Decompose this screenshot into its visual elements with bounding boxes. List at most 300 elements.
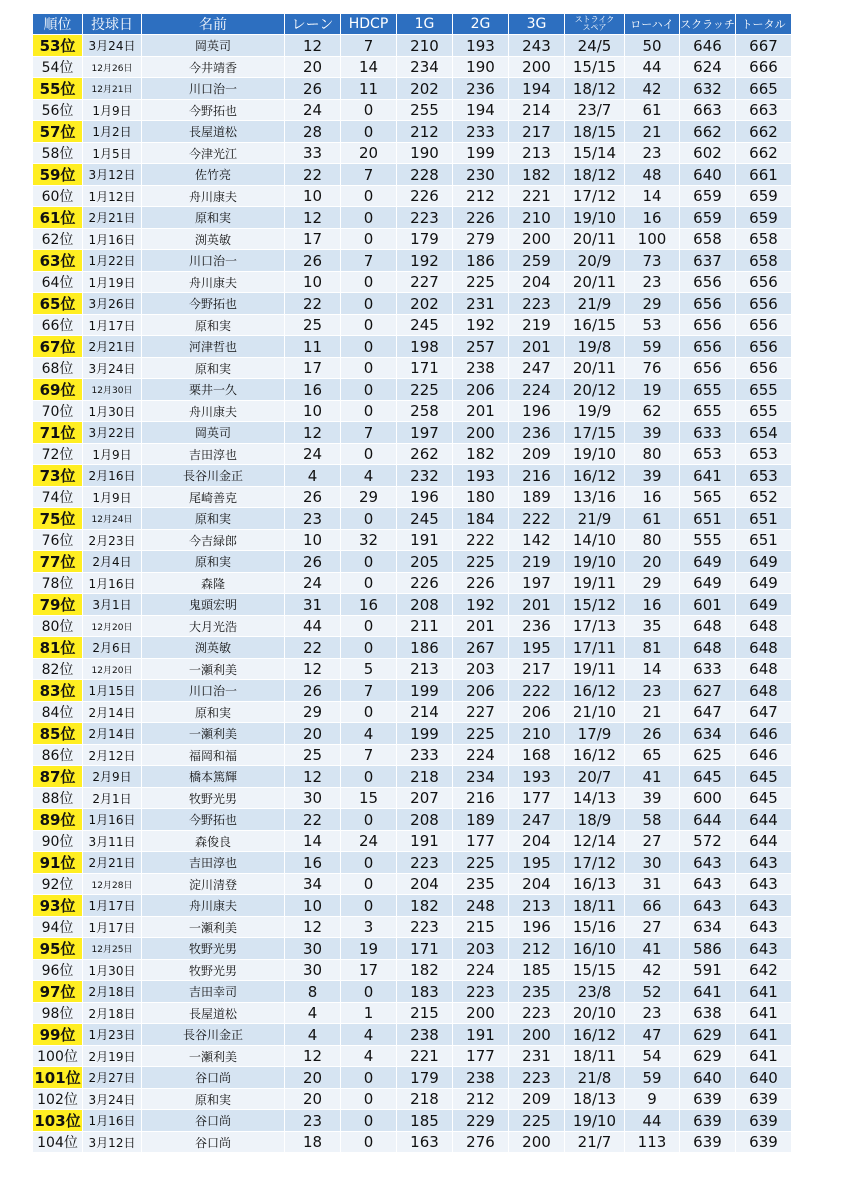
cell-date: 2月9日	[83, 766, 142, 788]
cell-hdcp: 19	[341, 938, 397, 960]
table-row	[33, 293, 792, 315]
cell-date: 12月26日	[83, 57, 142, 78]
cell-date: 12月28日	[83, 874, 142, 895]
cell-name: 川口治一	[142, 680, 285, 702]
header-row	[33, 14, 792, 35]
cell-scratch: 629	[680, 1046, 736, 1067]
cell-game1: 192	[397, 250, 453, 272]
cell-game2: 216	[453, 788, 509, 809]
cell-total: 665	[736, 78, 792, 100]
cell-strike-spare: 21/8	[565, 1067, 625, 1089]
cell-total: 646	[736, 745, 792, 766]
cell-game2: 225	[453, 551, 509, 573]
table-row	[33, 143, 792, 164]
cell-lane: 4	[285, 1003, 341, 1024]
cell-rank: 94位	[33, 917, 83, 938]
cell-total: 644	[736, 809, 792, 831]
cell-game3: 196	[509, 401, 565, 422]
cell-rank: 64位	[33, 272, 83, 293]
cell-game1: 202	[397, 78, 453, 100]
table-row	[33, 487, 792, 508]
cell-hdcp: 0	[341, 229, 397, 250]
table-row	[33, 1089, 792, 1110]
cell-date: 2月27日	[83, 1067, 142, 1089]
cell-game3: 235	[509, 981, 565, 1003]
cell-game2: 184	[453, 508, 509, 530]
cell-hdcp: 0	[341, 315, 397, 336]
cell-name: 原和実	[142, 702, 285, 723]
cell-lane: 26	[285, 680, 341, 702]
header-name: 名前	[142, 14, 285, 35]
table-row	[33, 745, 792, 766]
cell-lane: 16	[285, 852, 341, 874]
cell-game3: 236	[509, 422, 565, 444]
cell-scratch: 647	[680, 702, 736, 723]
cell-strike-spare: 13/16	[565, 487, 625, 508]
cell-hdcp: 7	[341, 745, 397, 766]
table-row	[33, 551, 792, 573]
cell-game3: 196	[509, 917, 565, 938]
cell-name: 長屋道松	[142, 121, 285, 143]
cell-game3: 200	[509, 57, 565, 78]
cell-low-high: 80	[625, 530, 680, 551]
cell-date: 12月25日	[83, 938, 142, 960]
cell-date: 2月1日	[83, 788, 142, 809]
cell-hdcp: 0	[341, 616, 397, 637]
cell-low-high: 41	[625, 938, 680, 960]
cell-game1: 238	[397, 1024, 453, 1046]
table-row	[33, 852, 792, 874]
cell-scratch: 653	[680, 444, 736, 465]
cell-game1: 262	[397, 444, 453, 465]
cell-date: 1月16日	[83, 573, 142, 594]
cell-name: 長谷川金正	[142, 1024, 285, 1046]
cell-game2: 226	[453, 573, 509, 594]
cell-game2: 212	[453, 186, 509, 207]
cell-lane: 26	[285, 487, 341, 508]
cell-low-high: 113	[625, 1132, 680, 1153]
cell-date: 2月18日	[83, 981, 142, 1003]
cell-name: 舟川康夫	[142, 186, 285, 207]
cell-rank: 62位	[33, 229, 83, 250]
cell-game3: 217	[509, 121, 565, 143]
cell-total: 652	[736, 487, 792, 508]
cell-game2: 182	[453, 444, 509, 465]
cell-lane: 10	[285, 401, 341, 422]
cell-rank: 82位	[33, 659, 83, 680]
cell-name: 舟川康夫	[142, 272, 285, 293]
cell-scratch: 634	[680, 723, 736, 745]
cell-scratch: 572	[680, 831, 736, 852]
cell-low-high: 62	[625, 401, 680, 422]
cell-game2: 193	[453, 465, 509, 487]
cell-low-high: 27	[625, 917, 680, 938]
cell-strike-spare: 15/14	[565, 143, 625, 164]
cell-date: 2月4日	[83, 551, 142, 573]
cell-lane: 4	[285, 1024, 341, 1046]
cell-strike-spare: 19/10	[565, 551, 625, 573]
cell-date: 12月30日	[83, 379, 142, 401]
cell-date: 3月22日	[83, 422, 142, 444]
cell-lane: 20	[285, 57, 341, 78]
cell-name: 川口治一	[142, 250, 285, 272]
cell-strike-spare: 23/8	[565, 981, 625, 1003]
cell-hdcp: 0	[341, 508, 397, 530]
cell-game3: 206	[509, 702, 565, 723]
cell-low-high: 65	[625, 745, 680, 766]
cell-name: 福岡和福	[142, 745, 285, 766]
cell-date: 2月21日	[83, 336, 142, 358]
cell-game1: 210	[397, 35, 453, 57]
cell-game2: 248	[453, 895, 509, 917]
cell-total: 656	[736, 336, 792, 358]
cell-strike-spare: 20/12	[565, 379, 625, 401]
cell-rank: 63位	[33, 250, 83, 272]
table-row	[33, 1046, 792, 1067]
cell-game1: 208	[397, 594, 453, 616]
cell-strike-spare: 20/9	[565, 250, 625, 272]
cell-lane: 30	[285, 960, 341, 981]
table-row	[33, 186, 792, 207]
cell-low-high: 73	[625, 250, 680, 272]
cell-date: 1月2日	[83, 121, 142, 143]
cell-total: 656	[736, 293, 792, 315]
cell-lane: 20	[285, 723, 341, 745]
cell-strike-spare: 16/12	[565, 1024, 625, 1046]
cell-total: 656	[736, 358, 792, 379]
cell-total: 649	[736, 551, 792, 573]
cell-hdcp: 0	[341, 1110, 397, 1132]
cell-game2: 257	[453, 336, 509, 358]
cell-game1: 218	[397, 1089, 453, 1110]
cell-game1: 226	[397, 573, 453, 594]
cell-game3: 142	[509, 530, 565, 551]
cell-game2: 206	[453, 379, 509, 401]
cell-hdcp: 0	[341, 1089, 397, 1110]
cell-low-high: 29	[625, 293, 680, 315]
cell-lane: 20	[285, 1067, 341, 1089]
cell-date: 2月21日	[83, 852, 142, 874]
cell-game3: 223	[509, 293, 565, 315]
cell-game2: 227	[453, 702, 509, 723]
table-row	[33, 960, 792, 981]
cell-low-high: 80	[625, 444, 680, 465]
cell-hdcp: 14	[341, 57, 397, 78]
cell-low-high: 100	[625, 229, 680, 250]
cell-hdcp: 0	[341, 336, 397, 358]
header-strike-spare: ストライク スペア	[565, 14, 625, 35]
cell-low-high: 9	[625, 1089, 680, 1110]
cell-game3: 231	[509, 1046, 565, 1067]
cell-scratch: 639	[680, 1089, 736, 1110]
cell-game2: 199	[453, 143, 509, 164]
cell-total: 645	[736, 766, 792, 788]
table-row	[33, 207, 792, 229]
cell-game1: 191	[397, 530, 453, 551]
cell-strike-spare: 20/11	[565, 272, 625, 293]
cell-game2: 201	[453, 616, 509, 637]
cell-game1: 182	[397, 895, 453, 917]
header-scratch: スクラッチ	[680, 14, 736, 35]
cell-hdcp: 0	[341, 874, 397, 895]
cell-name: 谷口尚	[142, 1132, 285, 1153]
table-row	[33, 659, 792, 680]
cell-lane: 10	[285, 272, 341, 293]
cell-low-high: 31	[625, 874, 680, 895]
cell-lane: 26	[285, 250, 341, 272]
cell-strike-spare: 20/11	[565, 229, 625, 250]
table-row	[33, 1003, 792, 1024]
cell-low-high: 39	[625, 422, 680, 444]
cell-game2: 236	[453, 78, 509, 100]
cell-rank: 59位	[33, 164, 83, 186]
cell-lane: 24	[285, 573, 341, 594]
cell-game2: 238	[453, 1067, 509, 1089]
cell-name: 今吉緑郎	[142, 530, 285, 551]
cell-lane: 22	[285, 637, 341, 659]
table-row	[33, 358, 792, 379]
cell-game1: 205	[397, 551, 453, 573]
table-row	[33, 336, 792, 358]
cell-scratch: 645	[680, 766, 736, 788]
cell-lane: 12	[285, 766, 341, 788]
cell-game2: 203	[453, 938, 509, 960]
cell-date: 1月12日	[83, 186, 142, 207]
cell-lane: 11	[285, 336, 341, 358]
cell-game3: 219	[509, 315, 565, 336]
cell-scratch: 648	[680, 616, 736, 637]
cell-low-high: 20	[625, 551, 680, 573]
cell-rank: 54位	[33, 57, 83, 78]
cell-hdcp: 5	[341, 659, 397, 680]
cell-name: 今津光江	[142, 143, 285, 164]
cell-scratch: 638	[680, 1003, 736, 1024]
cell-game2: 230	[453, 164, 509, 186]
cell-total: 656	[736, 272, 792, 293]
cell-name: 鬼頭宏明	[142, 594, 285, 616]
table-row	[33, 1132, 792, 1153]
cell-scratch: 656	[680, 336, 736, 358]
cell-name: 森隆	[142, 573, 285, 594]
cell-game2: 192	[453, 594, 509, 616]
cell-game1: 199	[397, 723, 453, 745]
cell-game2: 224	[453, 745, 509, 766]
cell-strike-spare: 16/15	[565, 315, 625, 336]
cell-lane: 12	[285, 1046, 341, 1067]
table-body	[33, 35, 792, 1153]
cell-game2: 212	[453, 1089, 509, 1110]
cell-date: 1月19日	[83, 272, 142, 293]
cell-game2: 229	[453, 1110, 509, 1132]
cell-scratch: 640	[680, 164, 736, 186]
cell-rank: 87位	[33, 766, 83, 788]
cell-lane: 33	[285, 143, 341, 164]
cell-game2: 231	[453, 293, 509, 315]
cell-game1: 208	[397, 809, 453, 831]
table-row	[33, 831, 792, 852]
cell-name: 栗井一久	[142, 379, 285, 401]
cell-scratch: 629	[680, 1024, 736, 1046]
cell-lane: 26	[285, 551, 341, 573]
cell-rank: 76位	[33, 530, 83, 551]
cell-date: 2月12日	[83, 745, 142, 766]
cell-game1: 245	[397, 508, 453, 530]
cell-game3: 204	[509, 272, 565, 293]
cell-game2: 201	[453, 401, 509, 422]
cell-total: 649	[736, 573, 792, 594]
cell-date: 3月12日	[83, 164, 142, 186]
table-row	[33, 788, 792, 809]
cell-rank: 65位	[33, 293, 83, 315]
cell-date: 12月20日	[83, 659, 142, 680]
cell-game2: 194	[453, 100, 509, 121]
cell-rank: 60位	[33, 186, 83, 207]
table-row	[33, 616, 792, 637]
cell-strike-spare: 14/13	[565, 788, 625, 809]
cell-game2: 200	[453, 422, 509, 444]
cell-game1: 198	[397, 336, 453, 358]
cell-date: 3月26日	[83, 293, 142, 315]
cell-low-high: 59	[625, 1067, 680, 1089]
cell-date: 1月16日	[83, 809, 142, 831]
cell-lane: 22	[285, 164, 341, 186]
cell-game1: 226	[397, 186, 453, 207]
cell-low-high: 41	[625, 766, 680, 788]
cell-lane: 30	[285, 938, 341, 960]
cell-lane: 17	[285, 358, 341, 379]
cell-scratch: 641	[680, 465, 736, 487]
cell-game1: 221	[397, 1046, 453, 1067]
cell-low-high: 44	[625, 1110, 680, 1132]
cell-strike-spare: 15/15	[565, 960, 625, 981]
table-row	[33, 250, 792, 272]
cell-game3: 213	[509, 143, 565, 164]
cell-date: 1月17日	[83, 917, 142, 938]
cell-game1: 163	[397, 1132, 453, 1153]
table-row	[33, 465, 792, 487]
cell-date: 2月18日	[83, 1003, 142, 1024]
cell-total: 639	[736, 1132, 792, 1153]
cell-game2: 224	[453, 960, 509, 981]
cell-game2: 200	[453, 1003, 509, 1024]
cell-total: 641	[736, 981, 792, 1003]
cell-rank: 99位	[33, 1024, 83, 1046]
cell-game3: 217	[509, 659, 565, 680]
cell-lane: 25	[285, 745, 341, 766]
cell-game3: 216	[509, 465, 565, 487]
cell-lane: 16	[285, 379, 341, 401]
cell-hdcp: 0	[341, 852, 397, 874]
cell-game2: 186	[453, 250, 509, 272]
cell-game3: 221	[509, 186, 565, 207]
cell-low-high: 52	[625, 981, 680, 1003]
header-low-high: ローハイ	[625, 14, 680, 35]
cell-strike-spare: 17/12	[565, 186, 625, 207]
cell-game1: 234	[397, 57, 453, 78]
cell-low-high: 16	[625, 487, 680, 508]
cell-total: 647	[736, 702, 792, 723]
cell-total: 662	[736, 121, 792, 143]
cell-game1: 212	[397, 121, 453, 143]
cell-total: 658	[736, 229, 792, 250]
cell-scratch: 643	[680, 874, 736, 895]
cell-rank: 85位	[33, 723, 83, 745]
cell-game2: 190	[453, 57, 509, 78]
header-game2: 2G	[453, 14, 509, 35]
cell-name: 谷口尚	[142, 1067, 285, 1089]
cell-rank: 56位	[33, 100, 83, 121]
cell-scratch: 655	[680, 379, 736, 401]
cell-game3: 204	[509, 831, 565, 852]
cell-lane: 17	[285, 229, 341, 250]
cell-total: 662	[736, 143, 792, 164]
cell-name: 一瀬利美	[142, 723, 285, 745]
cell-lane: 22	[285, 293, 341, 315]
cell-rank: 61位	[33, 207, 83, 229]
cell-hdcp: 24	[341, 831, 397, 852]
cell-hdcp: 32	[341, 530, 397, 551]
cell-lane: 12	[285, 207, 341, 229]
table-row	[33, 917, 792, 938]
cell-name: 長屋道松	[142, 1003, 285, 1024]
cell-lane: 10	[285, 186, 341, 207]
cell-low-high: 21	[625, 121, 680, 143]
cell-scratch: 624	[680, 57, 736, 78]
cell-rank: 57位	[33, 121, 83, 143]
cell-rank: 88位	[33, 788, 83, 809]
cell-game3: 223	[509, 1003, 565, 1024]
cell-game1: 215	[397, 1003, 453, 1024]
cell-scratch: 658	[680, 229, 736, 250]
cell-scratch: 639	[680, 1132, 736, 1153]
table-row	[33, 874, 792, 895]
header-hdcp: HDCP	[341, 14, 397, 35]
cell-hdcp: 15	[341, 788, 397, 809]
cell-lane: 29	[285, 702, 341, 723]
cell-scratch: 625	[680, 745, 736, 766]
cell-low-high: 53	[625, 315, 680, 336]
table-row	[33, 1067, 792, 1089]
cell-game3: 219	[509, 551, 565, 573]
cell-name: 今井靖香	[142, 57, 285, 78]
cell-date: 3月12日	[83, 1132, 142, 1153]
cell-strike-spare: 19/10	[565, 444, 625, 465]
cell-game2: 180	[453, 487, 509, 508]
cell-strike-spare: 21/9	[565, 293, 625, 315]
cell-game3: 200	[509, 229, 565, 250]
table-row	[33, 57, 792, 78]
cell-game2: 267	[453, 637, 509, 659]
cell-low-high: 42	[625, 960, 680, 981]
table-row	[33, 1110, 792, 1132]
cell-name: 河津哲也	[142, 336, 285, 358]
cell-total: 646	[736, 723, 792, 745]
cell-rank: 97位	[33, 981, 83, 1003]
cell-strike-spare: 20/10	[565, 1003, 625, 1024]
table-row	[33, 1024, 792, 1046]
cell-rank: 104位	[33, 1132, 83, 1153]
cell-name: 今野拓也	[142, 100, 285, 121]
cell-rank: 72位	[33, 444, 83, 465]
cell-game2: 238	[453, 358, 509, 379]
cell-hdcp: 16	[341, 594, 397, 616]
cell-scratch: 591	[680, 960, 736, 981]
cell-hdcp: 0	[341, 766, 397, 788]
cell-hdcp: 0	[341, 1132, 397, 1153]
table-row	[33, 766, 792, 788]
cell-rank: 74位	[33, 487, 83, 508]
cell-name: 渕英敏	[142, 637, 285, 659]
